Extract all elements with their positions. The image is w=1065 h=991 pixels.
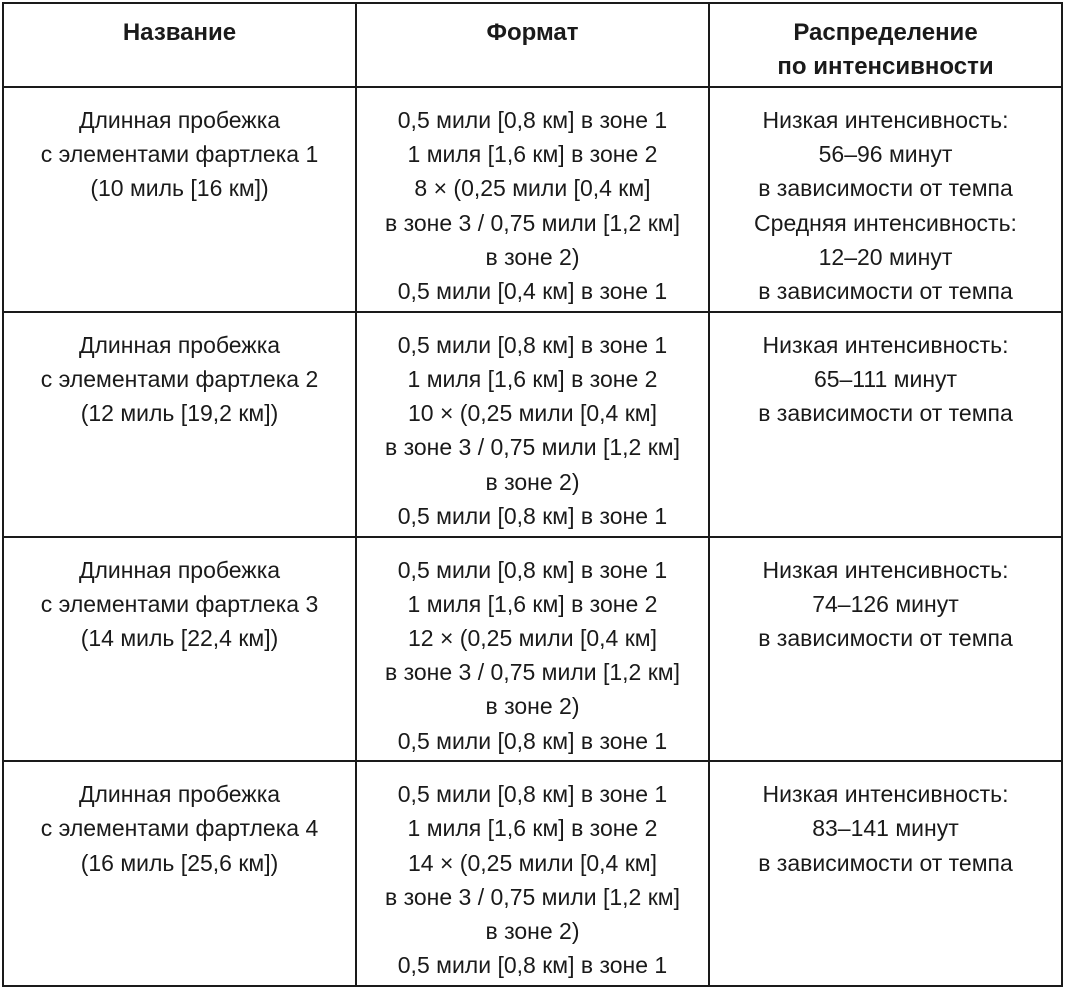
distribution-cell-line: Низкая интенсивность: [762,331,1009,358]
distribution-cell-line: в зависимости от темпа [758,175,1013,202]
distribution-cell [709,87,1062,312]
name-cell-line: с элементами фартлека 1 [40,141,319,168]
format-cell-line: 1 миля [1,6 км] в зоне 2 [407,141,658,168]
name-cell [3,87,356,312]
format-cell-line: в зоне 3 / 0,75 мили [1,2 км] [384,434,681,461]
format-cell-line: в зоне 2) [485,693,580,720]
table-body [3,87,1062,986]
distribution-cell-line: в зависимости от темпа [758,849,1013,876]
header-name: Название [3,3,356,87]
format-cell [356,761,709,986]
format-cell-line: 1 миля [1,6 км] в зоне 2 [407,815,658,842]
name-cell-line: с элементами фартлека 4 [40,815,319,842]
format-cell-line: в зоне 3 / 0,75 мили [1,2 км] [384,209,681,236]
table-row [3,537,1062,762]
header-distribution [709,3,1062,87]
format-cell [356,87,709,312]
header-distribution-line-2: по интенсивности [777,53,994,80]
name-cell-line: с элементами фартлека 3 [40,590,319,617]
name-cell-line: Длинная пробежка [78,781,281,808]
format-cell-line: 10 × (0,25 мили [0,4 км] [408,400,657,427]
name-cell-line: с элементами фартлека 2 [40,365,319,392]
format-cell-line: 0,5 мили [0,8 км] в зоне 1 [397,107,668,133]
format-cell-line: 0,5 мили [0,8 км] в зоне 1 [397,727,668,754]
distribution-cell-line: 65–111 минут [813,365,958,392]
table-row [3,761,1062,986]
format-cell-line: 12 × (0,25 мили [0,4 км] [408,624,657,651]
distribution-cell-line: в зависимости от темпа [758,278,1013,305]
format-cell-line: 1 миля [1,6 км] в зоне 2 [407,590,658,617]
distribution-cell [709,312,1062,537]
name-cell-line: Длинная пробежка [78,331,281,358]
distribution-cell-line: в зависимости от темпа [758,400,1013,427]
format-cell-line: 14 × (0,25 мили [0,4 км] [408,849,657,876]
name-cell-line: (10 миль [16 км]) [90,175,269,202]
distribution-cell-line: Средняя интенсивность: [754,209,1017,236]
name-cell [3,537,356,762]
table-header-row [3,3,1062,87]
name-cell-line: Длинная пробежка [78,107,281,133]
format-cell-line: 0,5 мили [0,4 км] в зоне 1 [397,278,668,305]
distribution-cell-line: 83–141 минут [812,815,959,842]
format-cell-line: 0,5 мили [0,8 км] в зоне 1 [397,502,668,529]
format-cell-line: 8 × (0,25 мили [0,4 км] [414,175,651,202]
format-cell-line: в зоне 3 / 0,75 мили [1,2 км] [384,659,681,686]
distribution-cell [709,537,1062,762]
distribution-cell-line: в зависимости от темпа [758,624,1013,651]
fartlek-long-run-table [2,2,1063,987]
distribution-cell-line: Низкая интенсивность: [762,107,1009,133]
format-cell-line: 0,5 мили [0,8 км] в зоне 1 [397,952,668,979]
distribution-cell-line: 12–20 минут [818,243,953,270]
format-cell [356,312,709,537]
format-cell-line: 0,5 мили [0,8 км] в зоне 1 [397,331,668,358]
distribution-cell-line: Низкая интенсивность: [762,781,1009,808]
header-distribution-line-1: Распределение [793,19,978,46]
distribution-cell-line: 74–126 минут [812,590,959,617]
format-cell-line: 1 миля [1,6 км] в зоне 2 [407,365,658,392]
name-cell-line: (14 миль [22,4 км]) [80,624,279,651]
name-cell [3,312,356,537]
table-row [3,87,1062,312]
format-cell-line: 0,5 мили [0,8 км] в зоне 1 [397,556,668,583]
format-cell-line: в зоне 3 / 0,75 мили [1,2 км] [384,883,681,910]
name-cell [3,761,356,986]
table-row [3,312,1062,537]
format-cell-line: в зоне 2) [485,918,580,945]
format-cell-line: в зоне 2) [485,468,580,495]
name-cell-line: (12 миль [19,2 км]) [80,400,279,427]
format-cell-line: в зоне 2) [485,243,580,270]
distribution-cell-line: 56–96 минут [818,141,953,168]
header-format: Формат [356,3,709,87]
distribution-cell [709,761,1062,986]
format-cell-line: 0,5 мили [0,8 км] в зоне 1 [397,781,668,808]
format-cell [356,537,709,762]
fartlek-table-container [2,2,1061,987]
distribution-cell-line: Низкая интенсивность: [762,556,1009,583]
name-cell-line: (16 миль [25,6 км]) [80,849,279,876]
name-cell-line: Длинная пробежка [78,556,281,583]
